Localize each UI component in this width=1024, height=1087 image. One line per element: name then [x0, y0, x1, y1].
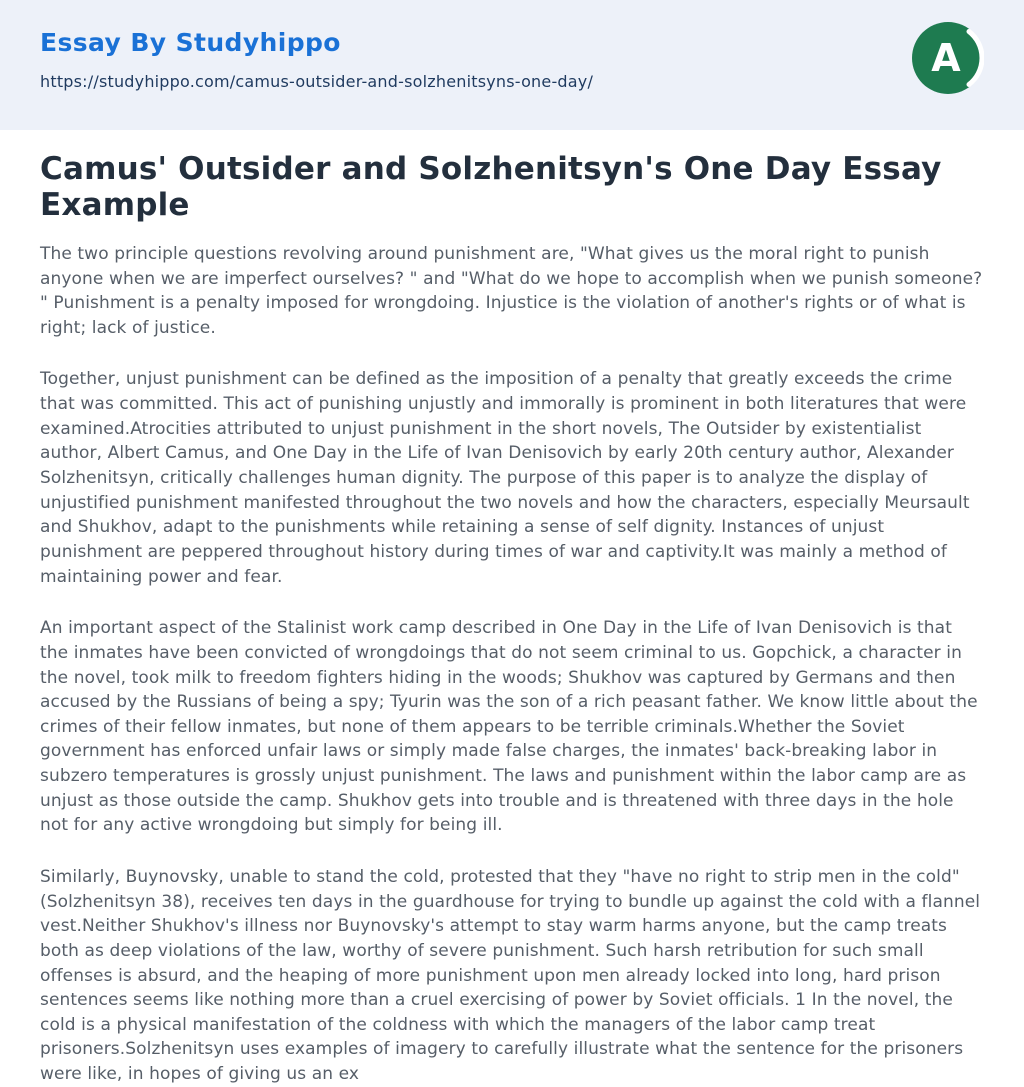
- essay-title: Camus' Outsider and Solzhenitsyn's One Day Essay Example: [40, 151, 942, 223]
- essay-content: [0, 130, 1024, 1087]
- svg-text:A: A: [931, 36, 961, 80]
- page-header: [0, 0, 1024, 130]
- brand-title: Essay By Studyhippo: [40, 28, 341, 57]
- essay-paragraph: Together, unjust punishment can be defined as the imposition of a penalty that greatly exceeds the crime that was committed. This act of punishing unjustly and immorally is prominent in both literatures that were examined.Atrocities attributed to unjust punishment in the short novels, The Outsider by existentialist author, Albert Camus, and One Day in the Life of Ivan Denisovich by early 20th century author, Alexander Solzhenitsyn, critically challenges human dignity. The purpose of this paper is to analyze the display of unjustified punishment manifested throughout the two novels and how the characters, especially Meursault and Shukhov, adapt to the punishments while retaining a sense of self dignity. Instances of unjust punishment are peppered throughout history during times of war and captivity.It was mainly a method of maintaining power and fear.: [40, 369, 970, 587]
- source-url-link[interactable]: https://studyhippo.com/camus-outsider-and-solzhenitsyns-one-day/: [40, 72, 594, 91]
- essay-paragraph: The two principle questions revolving around punishment are, "What gives us the moral right to punish anyone when we are imperfect ourselves? " and "What do we hope to accomplish when we punish someone? " Punishment is a penalty imposed for wrongdoing. Injustice is the violation of another's rights or of what is right; lack of justice.: [40, 243, 983, 338]
- header-text-block: [40, 18, 593, 91]
- studyhippo-logo[interactable]: [912, 22, 984, 94]
- essay-paragraph: Similarly, Buynovsky, unable to stand the cold, protested that they "have no right to strip men in the cold" (Solzhenitsyn 38), receives ten days in the guardhouse for trying to bundle up against the cold with a flannel vest.Neither Shukhov's illness nor Buynovsky's attempt to stay warm harms anyone, but the camp treats both as deep violations of the law, worthy of severe punishment. Such harsh retribution for such small offenses is absurd, and the heaping of more punishment upon men already locked into long, hard prison sentences seems like nothing more than a cruel exercising of power by Soviet officials. 1 In the novel, the cold is a physical manifestation of the coldness with which the managers of the labor camp treat prisoners.Solzhenitsyn uses examples of imagery to carefully illustrate what the sentence for the prisoners were like, in hopes of giving us an ex: [40, 867, 981, 1085]
- logo-a-icon: [912, 22, 984, 94]
- essay-paragraph: An important aspect of the Stalinist work camp described in One Day in the Life of Ivan Denisovich is that the inmates have been convicted of wrongdoings that do not seem criminal to us. Gopchick, a character in the novel, took milk to freedom fighters hiding in the woods; Shukhov was captured by Germans and then accused by the Russians of being a spy; Tyurin was the son of a rich peasant father. We know little about the crimes of their fellow inmates, but none of them appears to be terrible criminals.Whether the Soviet government has enforced unfair laws or simply made false charges, the inmates' back-breaking labor in subzero temperatures is grossly unjust punishment. The laws and punishment within the labor camp are as unjust as those outside the camp. Shukhov gets into trouble and is threatened with three days in the hole not for any active wrongdoing but simply for being ill.: [40, 618, 978, 836]
